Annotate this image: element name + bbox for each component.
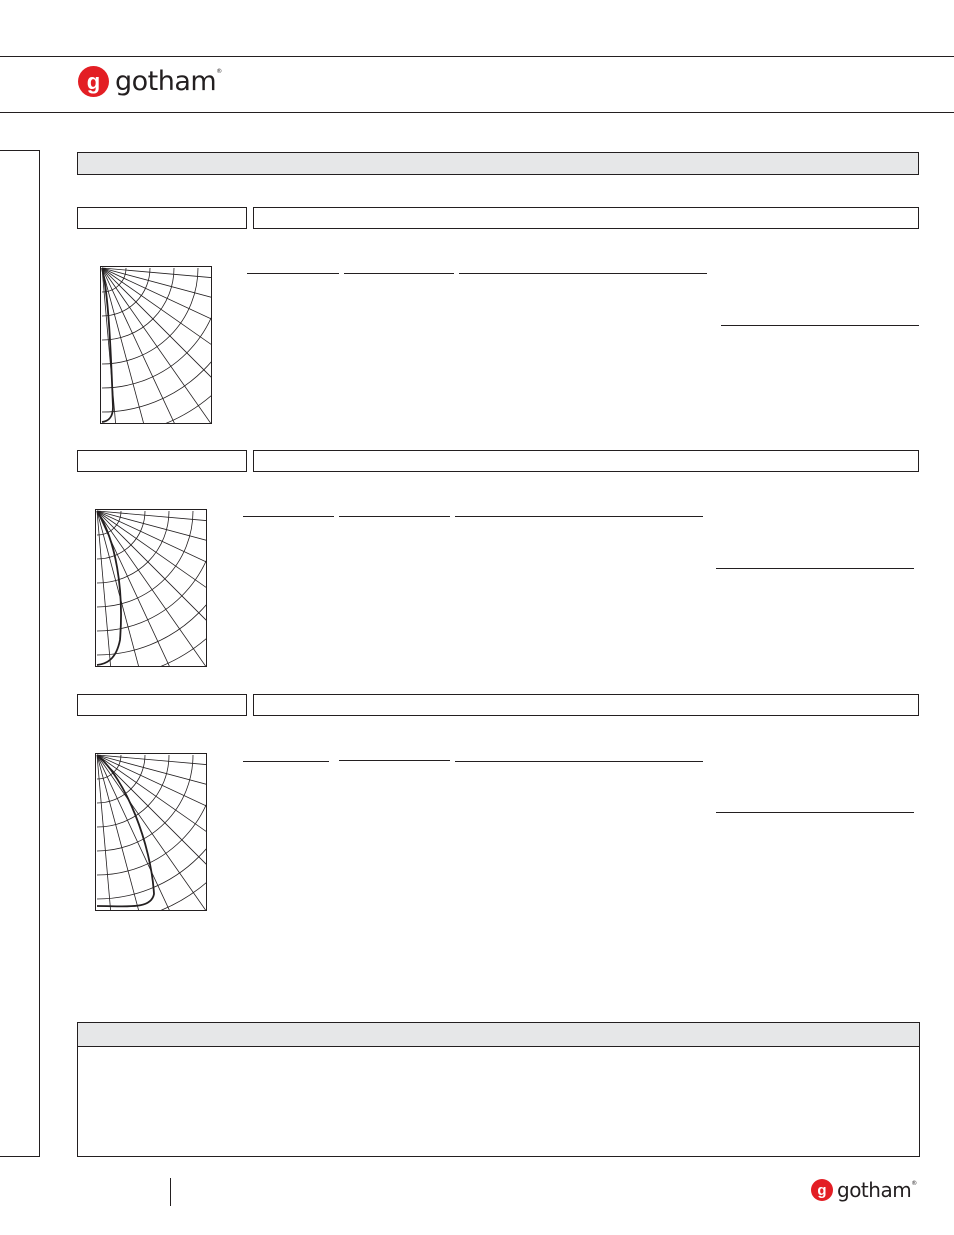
side-bracket [0, 150, 40, 1157]
table-header-rule [455, 516, 703, 517]
table-header-rule [455, 761, 703, 762]
polar-grid-2 [96, 510, 207, 667]
section-1-label-box [77, 207, 247, 229]
table-header-rule [339, 516, 450, 517]
side-table-rule [721, 325, 919, 326]
section-3-title-box [253, 694, 919, 716]
notes-header [78, 1023, 919, 1047]
gotham-logo-icon: g [811, 1179, 833, 1201]
section-1-title-box [253, 207, 919, 229]
brand-wordmark: gotham® [837, 1178, 917, 1202]
notes-box [77, 1022, 920, 1157]
table-header-rule [243, 761, 329, 762]
section-2-title-box [253, 450, 919, 472]
polar-grid-1 [101, 267, 212, 424]
header-logo [78, 66, 222, 97]
gotham-logo-icon: g [78, 66, 109, 97]
photometric-polar-graph-3 [95, 753, 207, 911]
section-title-bar [77, 152, 919, 175]
header-rule-bottom [0, 112, 954, 113]
table-header-rule [243, 516, 334, 517]
side-table-rule [716, 812, 914, 813]
side-table-rule [716, 568, 914, 569]
section-2-label-box [77, 450, 247, 472]
brand-wordmark: gotham® [115, 66, 222, 97]
footer-divider [170, 1178, 171, 1206]
photometric-polar-graph-1 [100, 266, 212, 424]
table-header-rule [247, 273, 339, 274]
polar-grid-3 [96, 754, 207, 911]
photometric-polar-graph-2 [95, 509, 207, 667]
table-header-rule [344, 273, 454, 274]
section-3-label-box [77, 694, 247, 716]
footer-logo [811, 1178, 917, 1202]
table-header-rule [339, 760, 450, 761]
header-rule-top [0, 56, 954, 57]
table-header-rule [459, 273, 707, 274]
